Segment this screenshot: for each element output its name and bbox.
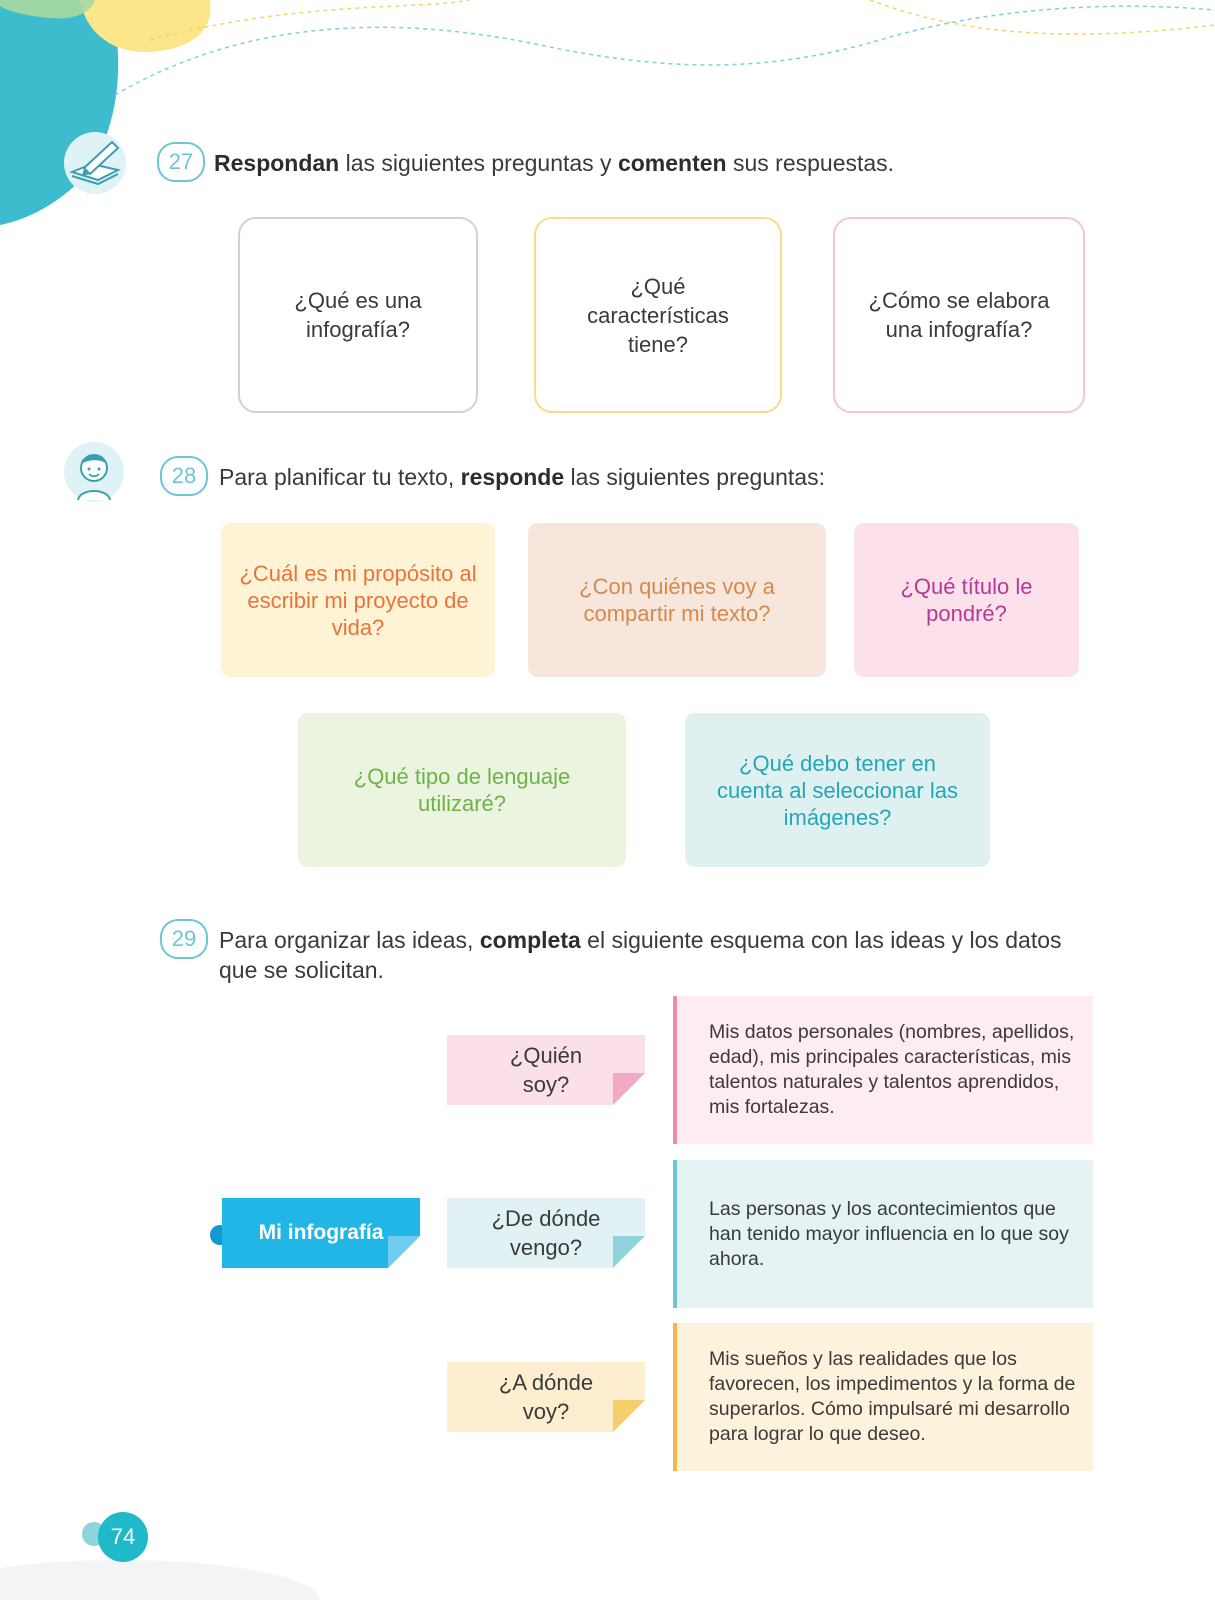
activity-28-instruction: Para planificar tu texto, responde las siguientes preguntas: <box>219 464 825 490</box>
branch-quien-soy: ¿Quién soy? <box>447 1035 645 1105</box>
activity-27-instruction: Respondan las siguientes preguntas y comenten sus respuestas. <box>214 150 895 176</box>
question-box-2: ¿Qué características tiene? <box>534 217 782 413</box>
book-writing-icon <box>62 130 128 196</box>
corner-fold-icon <box>613 1400 645 1432</box>
student-avatar-icon <box>62 440 126 504</box>
description-a-donde-voy: Mis sueños y las realidades que los favorecen, los impedimentos y la forma de superarlos. Cómo impulsaré mi desarrollo para lograr lo que deseo. <box>673 1323 1093 1471</box>
question-box-3: ¿Cómo se elabora una infografía? <box>833 217 1085 413</box>
planning-card-3: ¿Qué título le pondré? <box>854 523 1079 677</box>
planning-card-4: ¿Qué tipo de lenguaje utilizaré? <box>298 713 626 867</box>
corner-fold-icon <box>613 1236 645 1268</box>
activity-29-number: 29 <box>160 919 208 959</box>
branch-de-donde-vengo: ¿De dónde vengo? <box>447 1198 645 1268</box>
planning-card-1: ¿Cuál es mi propósito al escribir mi proyecto de vida? <box>221 523 495 677</box>
corner-fold-icon <box>388 1236 420 1268</box>
description-quien-soy: Mis datos personales (nombres, apellidos, edad), mis principales características, mis talentos naturales y talentos aprendidos, mis fortalezas. <box>673 996 1093 1144</box>
branch-a-donde-voy: ¿A dónde voy? <box>447 1362 645 1432</box>
activity-29-instruction: Para organizar las ideas, completa el siguiente esquema con las ideas y los datos que se solicitan. <box>219 927 1062 983</box>
page-number: 74 <box>98 1512 148 1562</box>
activity-27-number: 27 <box>157 142 205 182</box>
question-box-1: ¿Qué es una infografía? <box>238 217 478 413</box>
corner-fold-icon <box>613 1073 645 1105</box>
planning-card-5: ¿Qué debo tener en cuenta al seleccionar las imágenes? <box>685 713 990 867</box>
planning-card-2: ¿Con quiénes voy a compartir mi texto? <box>528 523 826 677</box>
mi-infografia-node: Mi infografía <box>222 1198 420 1268</box>
activity-28-number: 28 <box>160 456 208 496</box>
description-de-donde-vengo: Las personas y los acontecimientos que han tenido mayor influencia en lo que soy ahora. <box>673 1160 1093 1308</box>
